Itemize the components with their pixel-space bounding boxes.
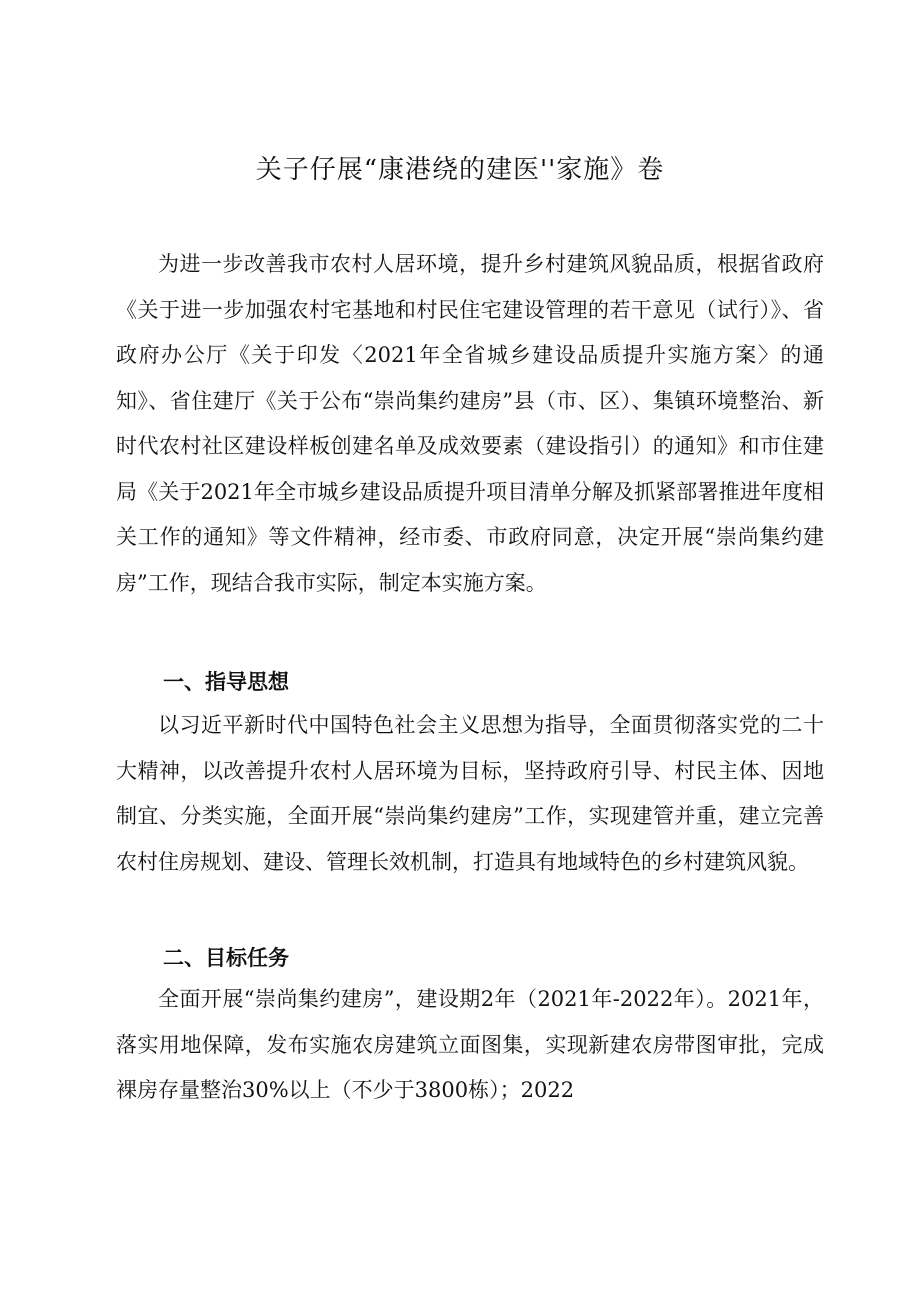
targets-paragraph: 全面开展“崇尚集约建房”，建设期2年（2021年-2022年）。2021年，落实用地保障，发布实施农房建筑立面图集，实现新建农房带图审批，完成裸房存量整治30%以上（不少于3800栋）；2022 [116, 987, 824, 1102]
section-heading-targets: 二、目标任务 [163, 946, 289, 970]
document-title: 关子仔展“康港绕的建医''家施》卷 [255, 155, 665, 185]
section-heading-guiding-ideology: 一、指导思想 [163, 670, 289, 694]
guiding-ideology-paragraph: 以习近平新时代中国特色社会主义思想为指导，全面贯彻落实党的二十大精神，以改善提升农村人居环境为目标，坚持政府引导、村民主体、因地制宜、分类实施，全面开展“崇尚集约建房”工作，实现建管并重，建立完善农村住房规划、建设、管理长效机制，打造具有地域特色的乡村建筑风貌。 [116, 713, 824, 874]
intro-paragraph: 为进一步改善我市农村人居环境，提升乡村建筑风貌品质，根据省政府《关于进一步加强农村宅基地和村民住宅建设管理的若干意见（试行）》、省政府办公厅《关于印发〈2021年全省城乡建设品质提升实施方案〉的通知》、省住建厅《关于公布“崇尚集约建房”县（市、区）、集镇环境整治、新时代农村社区建设样板创建名单及成效要素（建设指引）的通知》和市住建局《关于2021年全市城乡建设品质提升项目清单分解及抓紧部署推进年度相关工作的通知》等文件精神，经市委、市政府同意，决定开展“崇尚集约建房”工作，现结合我市实际，制定本实施方案。 [116, 252, 824, 595]
